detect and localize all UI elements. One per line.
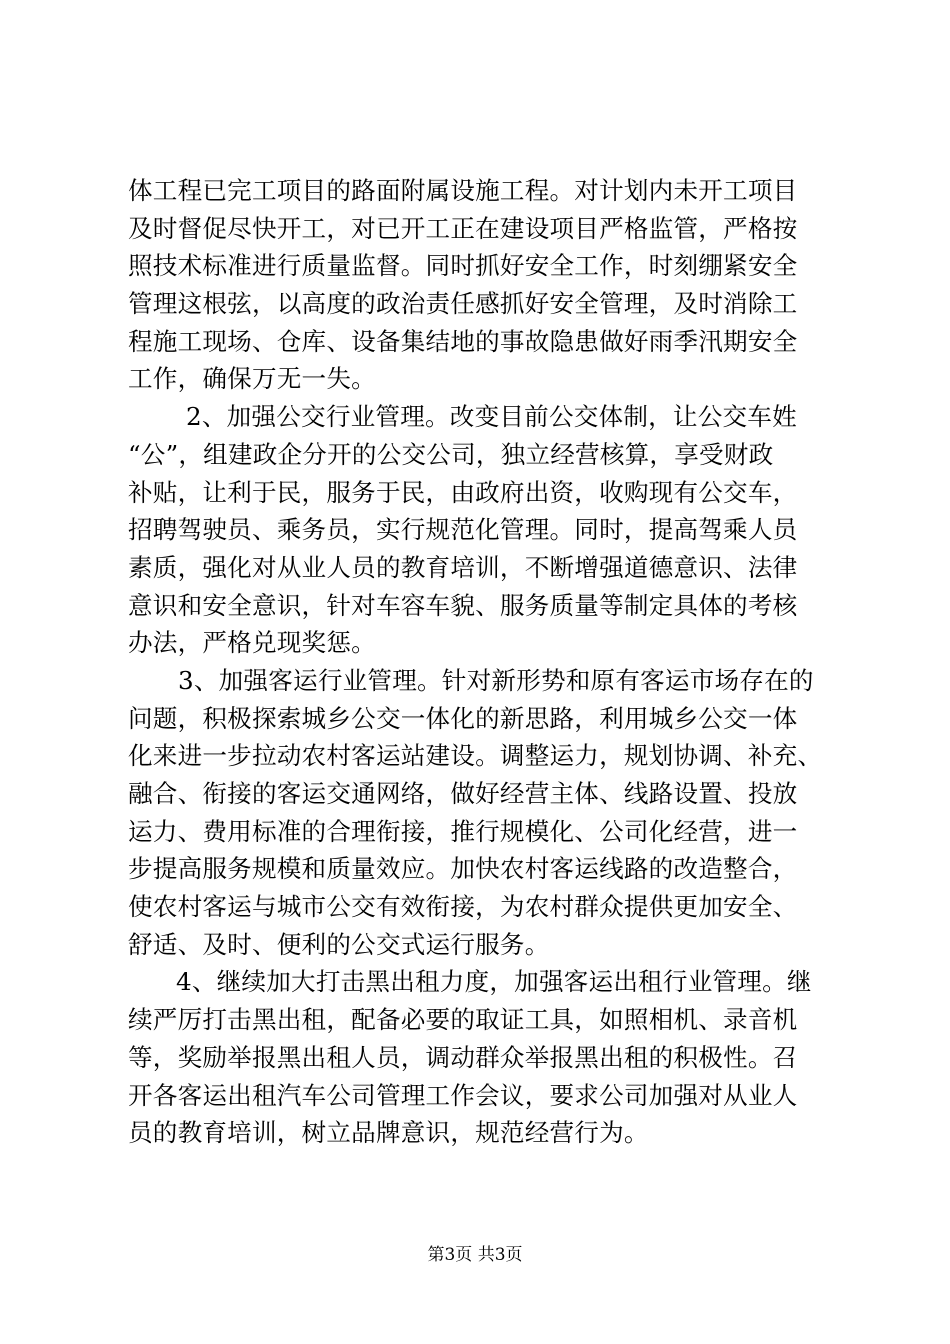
text-line: 意识和安全意识，针对车容车貌、服务质量等制定具体的考核 xyxy=(128,590,798,620)
text-line: 照技术标准进行质量监督。同时抓好安全工作，时刻绷紧安全 xyxy=(128,251,798,281)
text-line: 舒适、及时、便利的公交式运行服务。 xyxy=(128,929,550,959)
text-line: 工作，确保万无一失。 xyxy=(128,364,376,394)
text-line: 体工程已完工项目的路面附属设施工程。对计划内未开工项目 xyxy=(128,176,798,205)
text-line: 步提高服务规模和质量效应。加快农村客运线路的改造整合， xyxy=(128,854,798,884)
paragraph-4-start: 4、继续加大打击黑出租力度，加强客运出租行业管理。继 xyxy=(176,967,812,997)
text-line: 融合、衔接的客运交通网络，做好经营主体、线路设置、投放 xyxy=(128,779,798,808)
page-number-label: 第3页 共3页 xyxy=(427,1245,523,1265)
text-line: 及时督促尽快开工，对已开工正在建设项目严格监管，严格按 xyxy=(128,213,798,243)
text-line: 管理这根弦，以高度的政治责任感抓好安全管理，及时消除工 xyxy=(128,289,798,319)
page-footer xyxy=(0,1243,950,1267)
text-line: 续严厉打击黑出租，配备必要的取证工具，如照相机、录音机 xyxy=(128,1005,798,1035)
text-line: 办法，严格兑现奖惩。 xyxy=(128,628,376,658)
text-line: 使农村客运与城市公交有效衔接，为农村群众提供更加安全、 xyxy=(128,892,798,922)
text-line: 问题，积极探索城乡公交一体化的新思路，利用城乡公交一体 xyxy=(128,703,798,733)
text-line: “公”，组建政企分开的公交公司，独立经营核算，享受财政 xyxy=(128,439,774,469)
text-line: 化来进一步拉动农村客运站建设。调整运力，规划协调、补充、 xyxy=(128,741,823,771)
text-line: 补贴，让利于民，服务于民，由政府出资，收购现有公交车， xyxy=(128,477,798,507)
paragraph-3-start: 3、加强客运行业管理。针对新形势和原有客运市场存在的 xyxy=(178,665,814,695)
text-line: 开各客运出租汽车公司管理工作会议，要求公司加强对从业人 xyxy=(128,1080,798,1110)
text-line: 运力、费用标准的合理衔接，推行规模化、公司化经营，进一 xyxy=(128,816,798,846)
paragraph-2-start: 2、加强公交行业管理。改变目前公交体制，让公交车姓 xyxy=(186,402,797,432)
text-line: 等，奖励举报黑出租人员，调动群众举报黑出租的积极性。召 xyxy=(128,1042,798,1072)
text-line: 员的教育培训，树立品牌意识，规范经营行为。 xyxy=(128,1118,649,1148)
text-line: 程施工现场、仓库、设备集结地的事故隐患做好雨季汛期安全 xyxy=(128,326,798,356)
text-line: 招聘驾驶员、乘务员，实行规范化管理。同时，提高驾乘人员 xyxy=(128,515,798,545)
document-body xyxy=(128,172,834,1152)
text-line: 素质，强化对从业人员的教育培训，不断增强道德意识、法律 xyxy=(128,552,798,582)
